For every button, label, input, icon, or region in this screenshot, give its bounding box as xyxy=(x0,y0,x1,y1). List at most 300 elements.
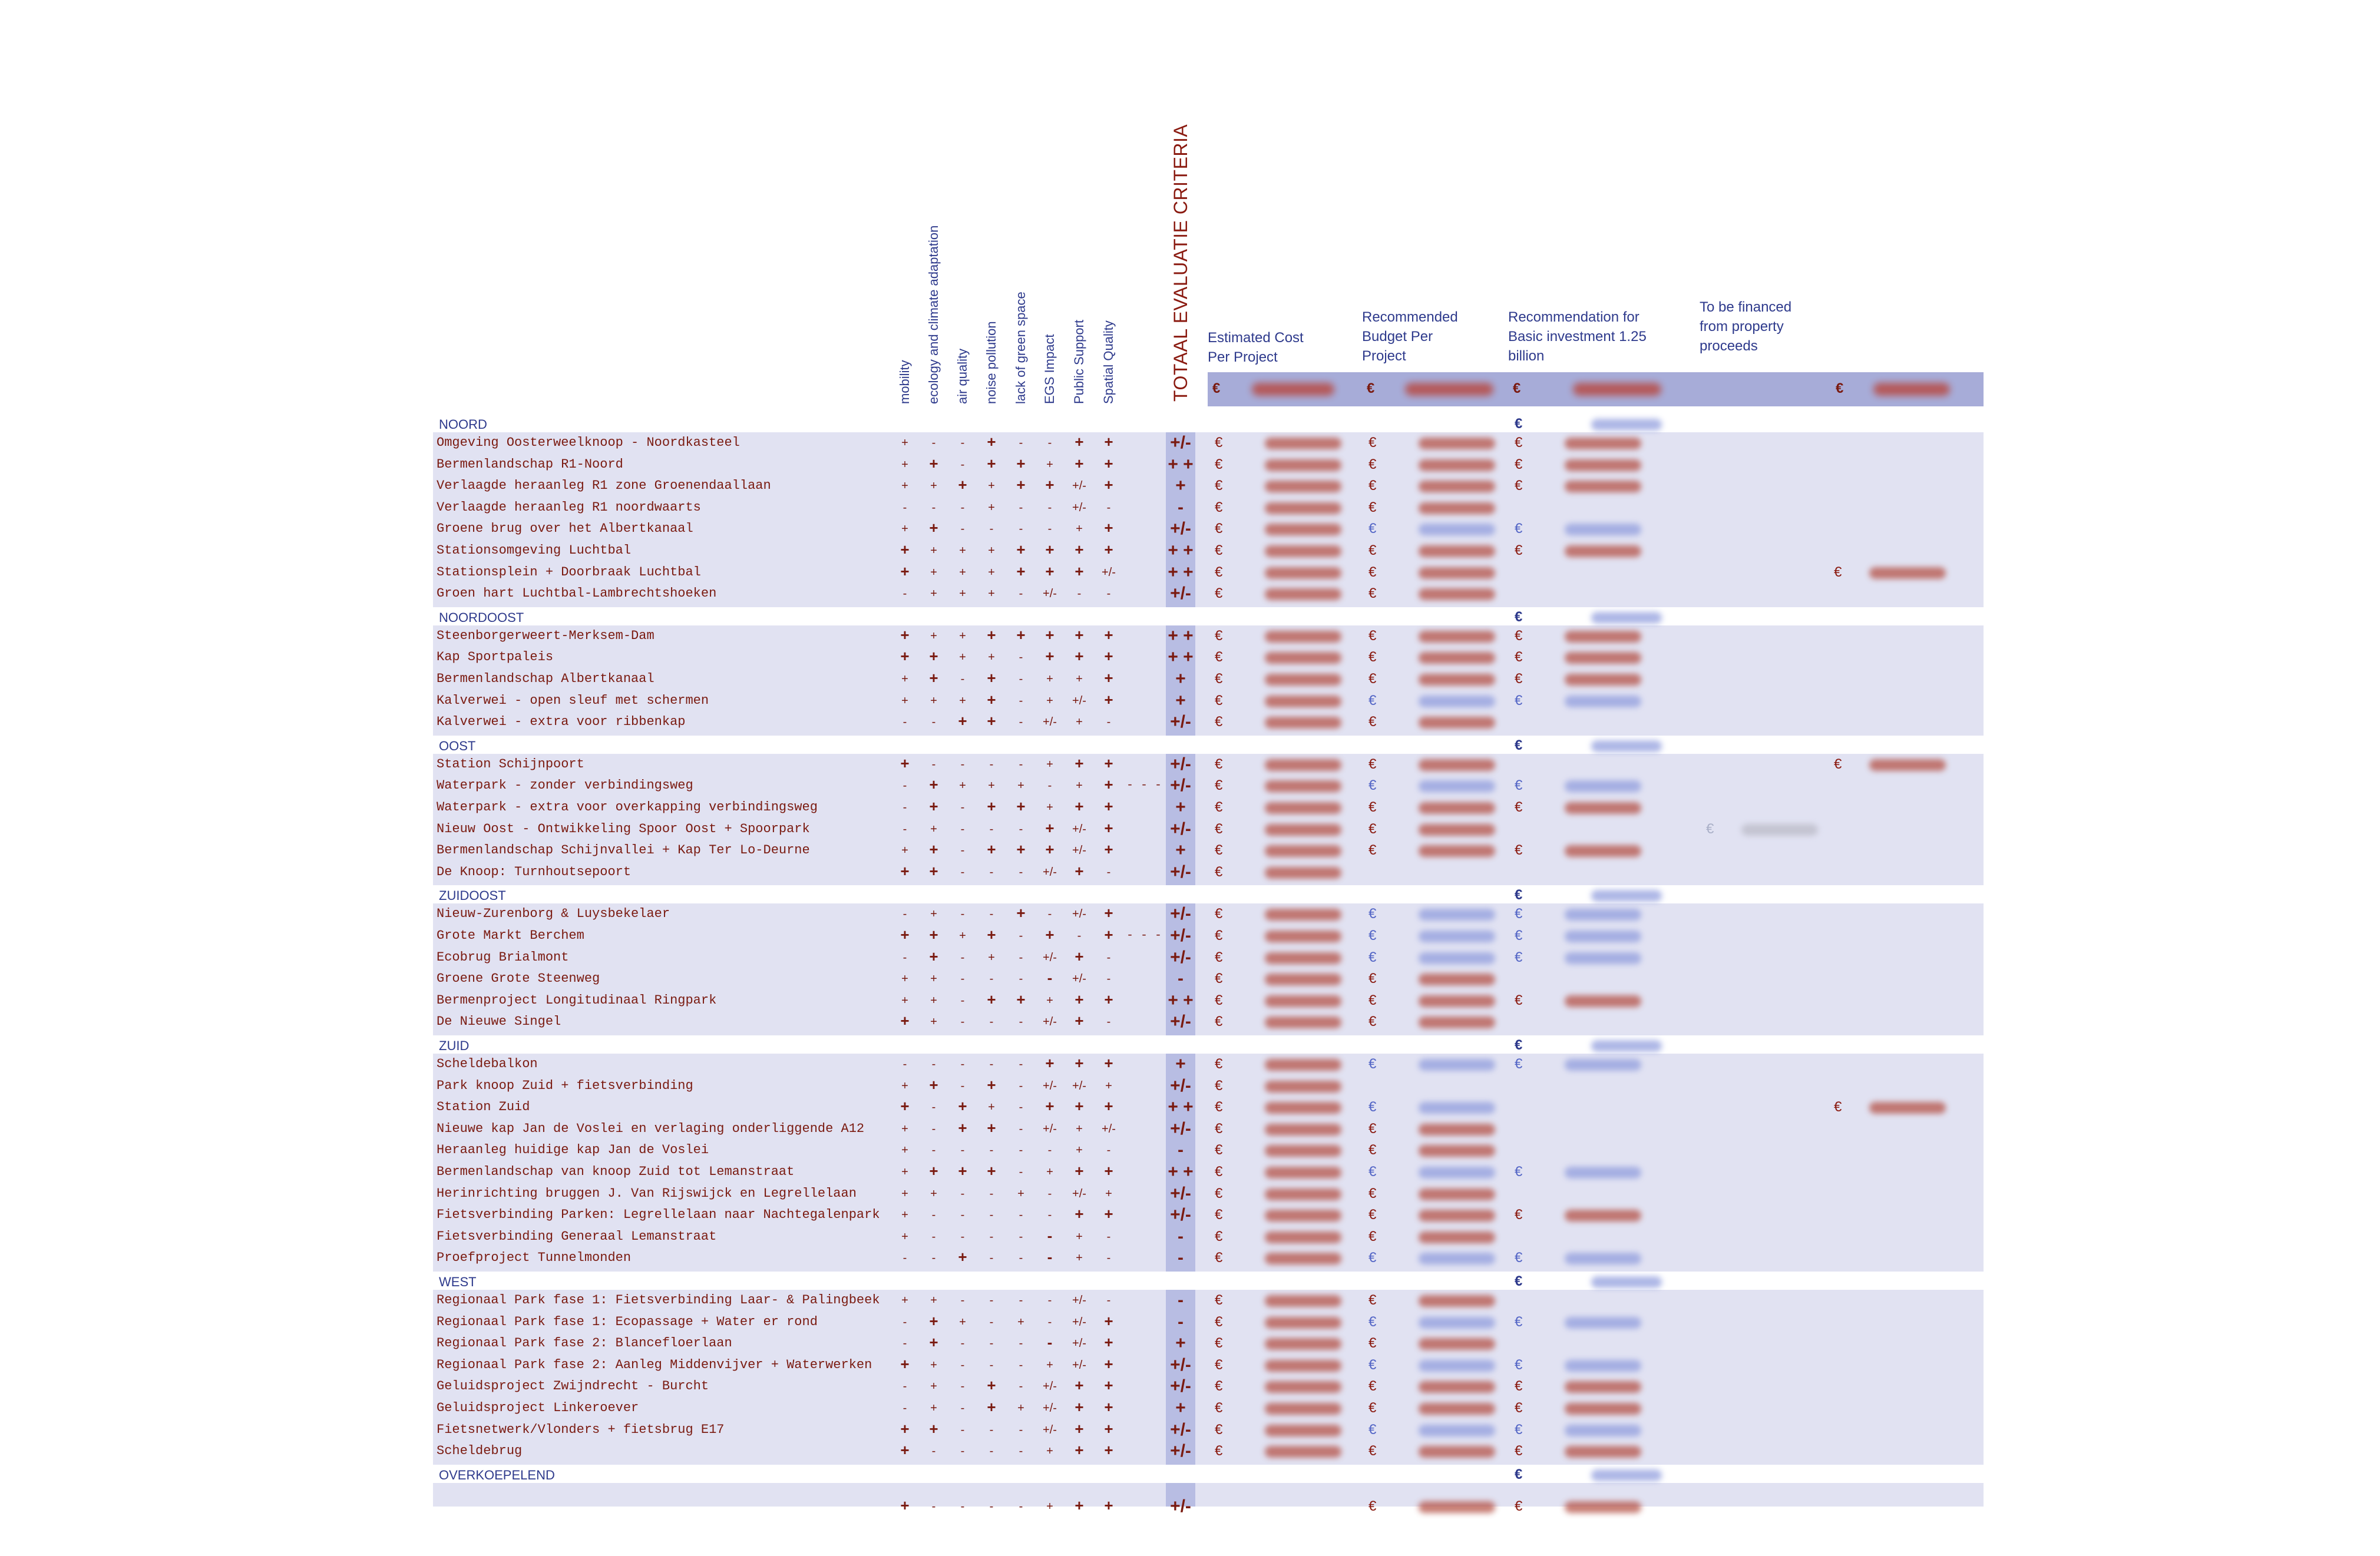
criterion-score: + xyxy=(901,1166,908,1178)
currency-symbol: € xyxy=(1368,1164,1377,1180)
criterion-score: + xyxy=(987,1162,996,1180)
redacted-amount xyxy=(1869,759,1946,771)
criterion-score: + xyxy=(1075,1205,1084,1223)
project-name: Waterpark - extra voor overkapping verbindingsweg xyxy=(437,800,818,815)
criterion-score: +/- xyxy=(1072,844,1086,858)
currency-symbol: € xyxy=(1368,542,1377,558)
currency-symbol: € xyxy=(1215,1335,1223,1352)
criterion-score: + xyxy=(929,776,938,794)
currency-symbol: € xyxy=(1368,949,1377,965)
total-score: - xyxy=(1178,1290,1184,1310)
total-score: + + xyxy=(1168,562,1194,582)
criterion-score: + xyxy=(1075,1441,1084,1459)
criterion-score: + xyxy=(930,1380,937,1393)
currency-symbol: € xyxy=(1215,521,1223,537)
criterion-score: - xyxy=(931,1122,936,1135)
criterion-score: + xyxy=(1017,1315,1024,1329)
criterion-score: + xyxy=(1076,779,1083,793)
criterion-score: - xyxy=(960,801,965,814)
project-name: Scheldebrug xyxy=(437,1444,523,1459)
criterion-score: + xyxy=(958,712,967,730)
redacted-amount xyxy=(1565,802,1641,814)
total-score: +/- xyxy=(1170,904,1191,924)
finance-header-recommended: Recommended Budget Per Project xyxy=(1362,309,1458,364)
criterion-score: + xyxy=(1076,522,1083,536)
criterion-score: + xyxy=(901,1294,908,1307)
total-score: + xyxy=(1175,840,1186,860)
total-score: +/- xyxy=(1170,1496,1191,1516)
criterion-score: - xyxy=(989,822,994,836)
currency-symbol: € xyxy=(1367,380,1375,396)
redacted-amount xyxy=(1873,383,1950,396)
criterion-score: + xyxy=(1045,926,1055,943)
criterion-score: + xyxy=(988,565,995,579)
criterion-score: + xyxy=(1076,1122,1083,1135)
criterion-score: - xyxy=(1047,436,1052,449)
currency-symbol: € xyxy=(1215,671,1223,687)
criteria-header: air quality xyxy=(955,348,970,404)
criterion-score: + xyxy=(930,1294,937,1307)
redacted-amount xyxy=(1265,1295,1341,1307)
criterion-score: + xyxy=(1075,1054,1084,1072)
currency-symbol: € xyxy=(1368,627,1377,644)
total-score: - xyxy=(1178,1140,1184,1160)
criterion-score: - xyxy=(1047,522,1052,536)
criterion-score: + xyxy=(1016,541,1026,558)
currency-symbol: € xyxy=(1215,756,1223,772)
criterion-score: - xyxy=(1106,1294,1111,1307)
redacted-amount xyxy=(1265,502,1341,514)
criterion-score: +/- xyxy=(1043,865,1057,879)
criterion-score: + xyxy=(1016,840,1026,859)
criterion-score: - xyxy=(1019,1230,1023,1243)
redacted-amount xyxy=(1265,459,1341,471)
redacted-amount xyxy=(1419,1231,1495,1243)
criterion-score: - xyxy=(989,757,994,771)
project-name: Bermenlandschap R1-Noord xyxy=(437,456,623,472)
currency-symbol: € xyxy=(1515,1164,1523,1180)
redacted-amount xyxy=(1419,995,1495,1007)
criterion-score: + xyxy=(1045,819,1055,837)
criterion-score: + xyxy=(900,562,910,580)
currency-symbol: € xyxy=(1368,1400,1377,1416)
redacted-amount xyxy=(1265,1317,1341,1329)
criterion-score: + xyxy=(1076,1230,1083,1243)
total-score: +/- xyxy=(1170,1376,1191,1396)
criterion-score: - xyxy=(989,1294,994,1307)
currency-symbol: € xyxy=(1368,714,1377,730)
redacted-amount xyxy=(1419,438,1495,449)
redacted-amount xyxy=(1265,1145,1341,1157)
currency-symbol: € xyxy=(1215,1207,1223,1223)
currency-symbol: € xyxy=(1215,1313,1223,1330)
redacted-amount xyxy=(1419,631,1495,643)
currency-symbol: € xyxy=(1215,1185,1223,1201)
criterion-score: + xyxy=(1104,754,1113,772)
criterion-score: - xyxy=(1019,1358,1023,1372)
project-name: Bermenlandschap Schijnvallei + Kap Ter Lo-Deurne xyxy=(437,843,810,858)
criterion-score: + xyxy=(958,1118,967,1137)
criterion-score: - xyxy=(989,1187,994,1200)
currency-symbol: € xyxy=(1368,1014,1377,1030)
redacted-amount xyxy=(1565,845,1641,857)
criterion-score: - xyxy=(1019,1423,1023,1436)
currency-symbol: € xyxy=(1515,521,1523,537)
criterion-score: + xyxy=(1075,1012,1084,1030)
total-score: - xyxy=(1178,969,1184,989)
criterion-score: + xyxy=(900,1496,910,1514)
criterion-score: + xyxy=(1075,797,1084,815)
criterion-score: + xyxy=(1104,1162,1113,1180)
redacted-amount xyxy=(1565,1210,1641,1221)
redacted-amount xyxy=(1419,502,1495,514)
redacted-amount xyxy=(1565,674,1641,686)
total-score: +/- xyxy=(1170,776,1191,796)
criterion-score: - xyxy=(989,1209,994,1222)
redacted-amount xyxy=(1565,1501,1641,1513)
criterion-score: - xyxy=(960,994,965,1007)
criterion-score: - xyxy=(903,951,907,964)
criterion-score: + xyxy=(929,926,938,943)
currency-symbol: € xyxy=(1368,521,1377,537)
currency-symbol: € xyxy=(1515,928,1523,943)
criterion-score: + xyxy=(929,454,938,472)
project-name: Ecobrug Brialmont xyxy=(437,949,569,965)
currency-symbol: € xyxy=(1515,627,1523,644)
criterion-score: +/- xyxy=(1072,1294,1086,1307)
redacted-amount xyxy=(1565,952,1641,964)
criterion-score: + xyxy=(987,1376,996,1395)
criterion-score: + xyxy=(1045,1097,1055,1115)
criterion-score: +/- xyxy=(1102,1122,1116,1135)
criterion-score: - xyxy=(903,587,907,601)
criterion-score: + xyxy=(1016,562,1026,580)
project-name: Stationsplein + Doorbraak Luchtbal xyxy=(437,564,701,580)
criterion-score: + xyxy=(929,1162,938,1180)
project-name: Nieuw Oost - Ontwikkeling Spoor Oost + Spoorpark xyxy=(437,821,810,836)
currency-symbol: € xyxy=(1368,456,1377,472)
criterion-score: - xyxy=(1106,1252,1111,1265)
criterion-score: + xyxy=(959,544,966,557)
region-band xyxy=(433,1483,1984,1507)
criterion-score: + xyxy=(987,990,996,1008)
criterion-score: +/- xyxy=(1072,694,1086,707)
criteria-header: lack of green space xyxy=(1013,292,1028,404)
criterion-score: - xyxy=(1019,865,1023,879)
criterion-score: - xyxy=(960,436,965,449)
criterion-score: - xyxy=(960,1402,965,1415)
currency-symbol: € xyxy=(1215,1164,1223,1180)
criterion-score: + xyxy=(958,1248,967,1266)
redacted-amount xyxy=(1419,1017,1495,1028)
redacted-amount xyxy=(1265,780,1341,792)
criterion-score: - xyxy=(1019,501,1023,514)
redacted-amount xyxy=(1265,1446,1341,1458)
currency-symbol: € xyxy=(1515,799,1523,815)
currency-symbol: € xyxy=(1215,1443,1223,1459)
currency-symbol: € xyxy=(1215,456,1223,472)
criterion-score: + xyxy=(987,1075,996,1094)
criterion-score: + xyxy=(930,1187,937,1200)
currency-symbol: € xyxy=(1368,1228,1377,1244)
redacted-amount xyxy=(1565,524,1641,535)
criterion-score: + xyxy=(1045,625,1055,644)
currency-symbol: € xyxy=(1368,1498,1377,1514)
criterion-score: +/- xyxy=(1043,1380,1057,1393)
criterion-score: - xyxy=(960,908,965,921)
criterion-score: + xyxy=(987,690,996,709)
redacted-amount xyxy=(1419,459,1495,471)
redacted-amount xyxy=(1591,1469,1662,1481)
project-name: Regionaal Park fase 1: Fietsverbinding Laar- & Palingbeek xyxy=(437,1293,880,1307)
criteria-header: Public Support xyxy=(1072,319,1086,404)
criterion-score: + xyxy=(929,519,938,537)
criterion-score: - xyxy=(1019,716,1023,729)
redacted-amount xyxy=(1419,1102,1495,1114)
redacted-amount xyxy=(1265,995,1341,1007)
total-score: - xyxy=(1178,1226,1184,1246)
currency-symbol: € xyxy=(1368,928,1377,943)
criterion-score: + xyxy=(930,972,937,986)
criteria-header: Spatial Quality xyxy=(1101,320,1116,404)
criterion-score: + xyxy=(1104,476,1113,494)
redacted-amount xyxy=(1265,1167,1341,1178)
criterion-score: - xyxy=(1047,1248,1053,1266)
currency-symbol: € xyxy=(1515,949,1523,965)
criterion-score: +/- xyxy=(1043,1015,1057,1029)
redacted-amount xyxy=(1419,1167,1495,1178)
project-name: Groene brug over het Albertkanaal xyxy=(437,521,693,537)
criterion-score: + xyxy=(1075,1376,1084,1395)
currency-symbol: € xyxy=(1515,1466,1523,1482)
currency-symbol: € xyxy=(1368,478,1377,494)
criterion-score: - xyxy=(1106,587,1111,601)
criterion-score: + xyxy=(930,544,937,557)
project-name: Grote Markt Berchem xyxy=(437,928,584,943)
redacted-amount xyxy=(1419,759,1495,771)
currency-symbol: € xyxy=(1368,1207,1377,1223)
criterion-score: - xyxy=(960,1079,965,1092)
redacted-amount xyxy=(1419,1446,1495,1458)
total-score: +/- xyxy=(1170,712,1191,732)
criterion-score: - xyxy=(1019,972,1023,986)
project-name: Omgeving Oosterweelknoop - Noordkasteel xyxy=(437,435,740,450)
currency-symbol: € xyxy=(1215,1378,1223,1395)
criterion-score: - xyxy=(1047,1187,1052,1200)
criterion-score: - xyxy=(960,501,965,514)
criterion-score: + xyxy=(901,1122,908,1135)
criterion-score: - xyxy=(1106,1015,1111,1029)
currency-symbol: € xyxy=(1515,1443,1523,1459)
redacted-amount xyxy=(1419,524,1495,535)
criterion-score: - xyxy=(960,757,965,771)
project-name: Park knoop Zuid + fietsverbinding xyxy=(437,1078,693,1093)
redacted-amount xyxy=(1265,1210,1341,1221)
criterion-score: + xyxy=(1075,625,1084,644)
criterion-score: + xyxy=(1104,904,1113,922)
currency-symbol: € xyxy=(1515,1313,1523,1330)
criterion-score: - xyxy=(960,1294,965,1307)
criterion-score: +/- xyxy=(1072,501,1086,514)
criterion-score: + xyxy=(1104,819,1113,837)
redacted-amount xyxy=(1265,759,1341,771)
currency-symbol: € xyxy=(1368,1292,1377,1308)
project-name: Waterpark - zonder verbindingsweg xyxy=(437,778,693,793)
redacted-amount xyxy=(1265,1253,1341,1264)
total-score: + + xyxy=(1168,1162,1194,1181)
criterion-score: + xyxy=(930,1015,937,1029)
redacted-amount xyxy=(1252,383,1334,396)
criterion-score: + xyxy=(959,651,966,664)
criterion-score: + xyxy=(1046,458,1053,471)
currency-symbol: € xyxy=(1368,777,1377,794)
criterion-score: - xyxy=(960,844,965,858)
criteria-header: mobility xyxy=(897,360,912,404)
total-score: - xyxy=(1178,497,1184,517)
currency-symbol: € xyxy=(1368,435,1377,451)
region-label: NOORDOOST xyxy=(439,610,524,625)
criterion-score: + xyxy=(930,479,937,493)
project-name: Station Schijnpoort xyxy=(437,756,584,772)
criterion-score: + xyxy=(900,926,910,943)
criterion-score: + xyxy=(901,1209,908,1222)
redacted-amount xyxy=(1419,1210,1495,1221)
criterion-score: - xyxy=(960,1499,965,1513)
criterion-score: - xyxy=(960,1015,965,1029)
total-score: +/- xyxy=(1170,1183,1191,1203)
project-name: De Knoop: Turnhoutsepoort xyxy=(437,864,632,879)
currency-symbol: € xyxy=(1215,649,1223,666)
criterion-score: + xyxy=(929,862,938,880)
redacted-amount xyxy=(1419,1381,1495,1393)
criterion-score: +/- xyxy=(1102,565,1116,579)
criterion-score: - xyxy=(1106,951,1111,964)
criterion-score: - xyxy=(931,1101,936,1114)
finance-header-property: To be financed from property proceeds xyxy=(1700,299,1792,354)
currency-symbol: € xyxy=(1368,1335,1377,1352)
redacted-amount xyxy=(1565,1381,1641,1393)
criterion-score: + xyxy=(1046,694,1053,707)
project-name: Heraanleg huidige kap Jan de Voslei xyxy=(437,1143,709,1158)
criterion-score: +/- xyxy=(1072,1187,1086,1200)
project-name: Verlaagde heraanleg R1 noordwaarts xyxy=(437,499,701,515)
criterion-score: + xyxy=(900,1441,910,1459)
total-score: +/- xyxy=(1170,1118,1191,1138)
currency-symbol: € xyxy=(1368,842,1377,859)
criterion-score: +/- xyxy=(1072,908,1086,921)
currency-symbol: € xyxy=(1368,992,1377,1008)
criterion-score: - xyxy=(1019,1294,1023,1307)
currency-symbol: € xyxy=(1215,992,1223,1008)
redacted-amount xyxy=(1565,1317,1641,1329)
redacted-amount xyxy=(1565,909,1641,921)
criterion-score: - xyxy=(903,1058,907,1071)
criterion-score: - xyxy=(1019,1337,1023,1350)
total-score: +/- xyxy=(1170,1355,1191,1375)
criterion-score: +/- xyxy=(1072,1358,1086,1372)
criterion-score: +/- xyxy=(1072,822,1086,836)
currency-symbol: € xyxy=(1215,842,1223,859)
criterion-score: - xyxy=(960,1209,965,1222)
criterion-score: - xyxy=(960,1380,965,1393)
finance-header-estimated: Estimated Cost Per Project xyxy=(1208,330,1304,365)
criterion-score: - xyxy=(903,1315,907,1329)
redacted-amount xyxy=(1565,931,1641,942)
criterion-score: + xyxy=(901,436,908,449)
redacted-amount xyxy=(1741,824,1818,836)
redacted-amount xyxy=(1565,1167,1641,1178)
total-score: +/- xyxy=(1170,1205,1191,1225)
criterion-score: + xyxy=(1046,1445,1053,1458)
criterion-score: + xyxy=(1075,647,1084,666)
redacted-amount xyxy=(1419,1403,1495,1415)
redacted-amount xyxy=(1265,481,1341,492)
currency-symbol: € xyxy=(1215,949,1223,965)
redacted-amount xyxy=(1419,588,1495,600)
currency-symbol: € xyxy=(1368,1250,1377,1266)
criterion-score: - xyxy=(1019,1380,1023,1393)
criterion-score: - xyxy=(960,1058,965,1071)
criterion-score: + xyxy=(1104,1419,1113,1438)
redacted-amount xyxy=(1419,1253,1495,1264)
redacted-amount xyxy=(1419,824,1495,836)
criterion-score: - xyxy=(1019,1166,1023,1178)
redacted-amount xyxy=(1419,1124,1495,1135)
criterion-score: - xyxy=(903,501,907,514)
redacted-amount xyxy=(1419,717,1495,729)
redacted-amount xyxy=(1565,780,1641,792)
criterion-score: + xyxy=(930,994,937,1007)
currency-symbol: € xyxy=(1215,585,1223,602)
criterion-score: - xyxy=(931,757,936,771)
criterion-score: + xyxy=(1045,1054,1055,1072)
currency-symbol: € xyxy=(1515,416,1523,432)
criterion-score: + xyxy=(1105,1187,1112,1200)
criterion-score: + xyxy=(1104,840,1113,859)
criterion-score: + xyxy=(1104,454,1113,472)
criterion-score: + xyxy=(930,908,937,921)
criterion-score: + xyxy=(1016,990,1026,1008)
criterion-score: - xyxy=(1019,822,1023,836)
project-name: Groen hart Luchtbal-Lambrechtshoeken xyxy=(437,586,717,601)
redacted-amount xyxy=(1419,1188,1495,1200)
criterion-score: + xyxy=(987,1398,996,1416)
criterion-score: + xyxy=(958,1097,967,1115)
criterion-score: + xyxy=(929,669,938,687)
criterion-score: + xyxy=(901,673,908,686)
criterion-score: + xyxy=(1104,776,1113,794)
criterion-score: + xyxy=(959,587,966,601)
criterion-score: + xyxy=(959,929,966,942)
currency-symbol: € xyxy=(1834,564,1842,580)
criterion-score: + xyxy=(1075,454,1084,472)
criterion-score: - xyxy=(1019,651,1023,664)
criterion-score: - xyxy=(960,972,965,986)
criterion-score: + xyxy=(1104,1376,1113,1395)
currency-symbol: € xyxy=(1368,1421,1377,1438)
criterion-score: - xyxy=(1019,1209,1023,1222)
criterion-score: + xyxy=(1104,690,1113,709)
currency-symbol: € xyxy=(1215,906,1223,922)
criterion-score: + xyxy=(1045,476,1055,494)
redacted-amount xyxy=(1405,383,1493,396)
redacted-amount xyxy=(1265,674,1341,686)
redacted-amount xyxy=(1265,867,1341,879)
redacted-amount xyxy=(1565,652,1641,664)
redacted-amount xyxy=(1565,545,1641,557)
currency-symbol: € xyxy=(1515,1498,1523,1514)
redacted-amount xyxy=(1265,1231,1341,1243)
